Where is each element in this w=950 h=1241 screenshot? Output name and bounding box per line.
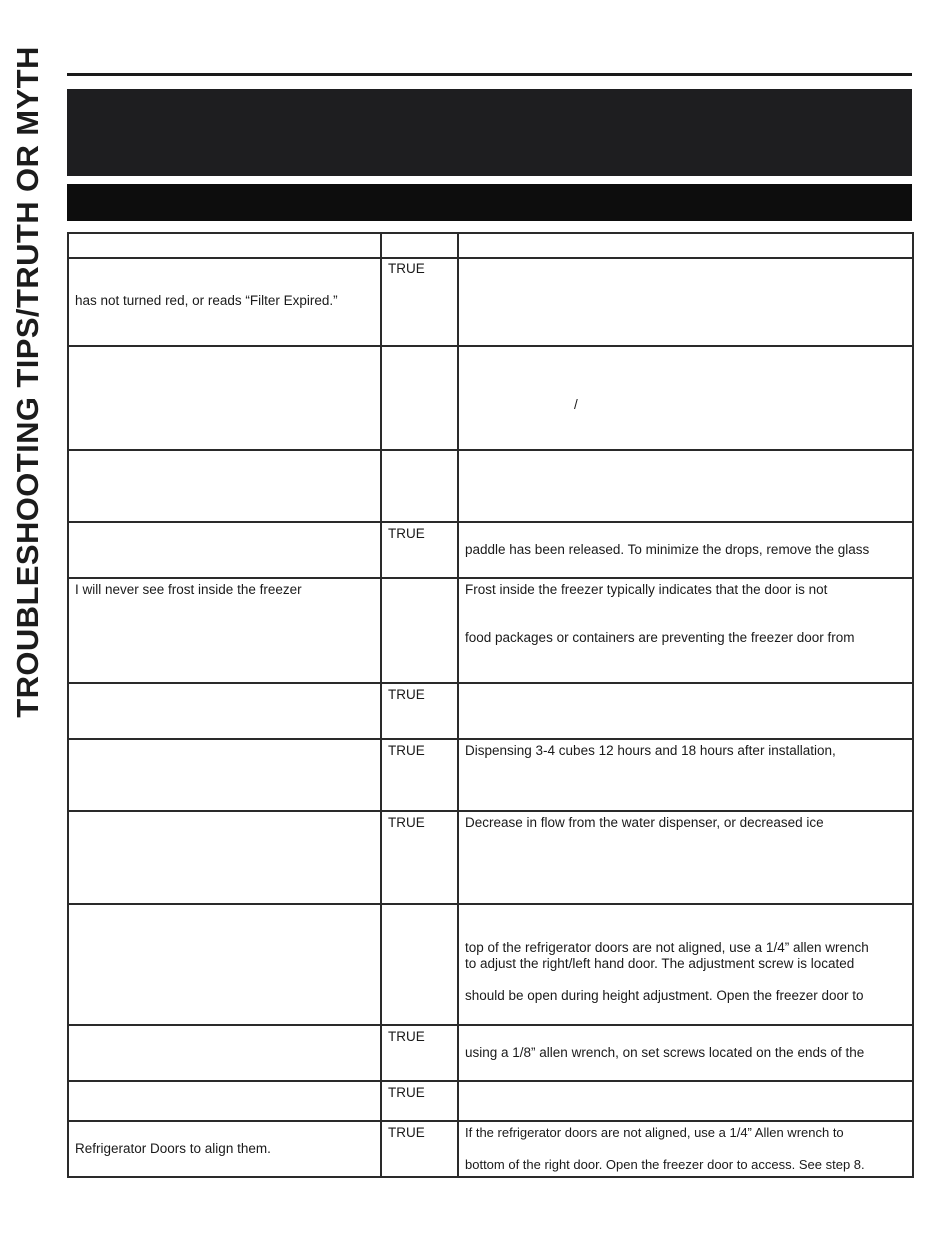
header-banner xyxy=(67,89,912,176)
top-rule xyxy=(67,73,912,76)
side-title xyxy=(10,40,46,724)
statement-cell xyxy=(68,1025,381,1081)
statement-cell xyxy=(68,1081,381,1121)
statement-line: Refrigerator Doors to align them. xyxy=(75,1141,271,1156)
explanation-cell xyxy=(458,811,913,904)
table-header-row xyxy=(68,233,913,258)
table-row xyxy=(68,578,913,683)
table-row xyxy=(68,258,913,346)
verdict-cell xyxy=(381,904,458,1025)
table-row xyxy=(68,1121,913,1177)
verdict-cell xyxy=(381,811,458,904)
table-row xyxy=(68,450,913,522)
table-row xyxy=(68,811,913,904)
statement-cell xyxy=(68,578,381,683)
verdict-cell xyxy=(381,450,458,522)
verdict-text: TRUE xyxy=(388,526,425,541)
verdict-cell xyxy=(381,1081,458,1121)
statement-line: has not turned red, or reads “Filter Expired.” xyxy=(75,293,338,308)
explanation-cell xyxy=(458,233,913,258)
verdict-text: TRUE xyxy=(388,743,425,758)
table-row xyxy=(68,904,913,1025)
explanation-line: food packages or containers are preventing the freezer door from xyxy=(465,630,855,645)
verdict-text: TRUE xyxy=(388,261,425,276)
explanation-cell xyxy=(458,739,913,811)
verdict-text: TRUE xyxy=(388,1029,425,1044)
explanation-cell xyxy=(458,683,913,739)
table-row xyxy=(68,683,913,739)
explanation-line: should be open during height adjustment. Open the freezer door to xyxy=(465,988,864,1003)
verdict-cell xyxy=(381,1121,458,1177)
table-row xyxy=(68,739,913,811)
explanation-cell xyxy=(458,1121,913,1177)
explanation-line: to adjust the right/left hand door. The adjustment screw is located xyxy=(465,956,855,971)
explanation-line: / xyxy=(574,397,578,412)
verdict-cell xyxy=(381,233,458,258)
verdict-cell xyxy=(381,522,458,578)
verdict-cell xyxy=(381,1025,458,1081)
side-title-text: TROUBLESHOOTING TIPS/TRUTH OR MYTH xyxy=(10,46,45,718)
explanation-line: Dispensing 3-4 cubes 12 hours and 18 hours after installation, xyxy=(465,743,836,758)
statement-cell xyxy=(68,1121,381,1177)
explanation-cell xyxy=(458,1025,913,1081)
explanation-line: paddle has been released. To minimize the drops, remove the glass xyxy=(465,542,870,557)
verdict-cell xyxy=(381,258,458,346)
table-row xyxy=(68,1081,913,1121)
explanation-cell xyxy=(458,1081,913,1121)
statement-cell xyxy=(68,739,381,811)
explanation-cell xyxy=(458,904,913,1025)
table-row xyxy=(68,346,913,450)
verdict-text: TRUE xyxy=(388,1125,425,1140)
statement-cell xyxy=(68,258,381,346)
verdict-cell xyxy=(381,346,458,450)
explanation-cell xyxy=(458,522,913,578)
verdict-text: TRUE xyxy=(388,687,425,702)
verdict-cell xyxy=(381,683,458,739)
explanation-line: Decrease in flow from the water dispenser, or decreased ice xyxy=(465,815,824,830)
statement-line: I will never see frost inside the freezer xyxy=(75,582,302,597)
statement-cell xyxy=(68,522,381,578)
explanation-line: bottom of the right door. Open the freezer door to access. See step 8. xyxy=(465,1157,865,1172)
explanation-cell xyxy=(458,450,913,522)
statement-cell xyxy=(68,683,381,739)
verdict-text: TRUE xyxy=(388,1085,425,1100)
verdict-cell xyxy=(381,578,458,683)
statement-cell xyxy=(68,233,381,258)
table-row xyxy=(68,522,913,578)
explanation-line: top of the refrigerator doors are not aligned, use a 1/4” allen wrench xyxy=(465,940,869,955)
explanation-cell xyxy=(458,578,913,683)
statement-cell xyxy=(68,450,381,522)
explanation-line: Frost inside the freezer typically indicates that the door is not xyxy=(465,582,828,597)
verdict-cell xyxy=(381,739,458,811)
statement-cell xyxy=(68,346,381,450)
tips-table xyxy=(67,232,914,1178)
statement-cell xyxy=(68,811,381,904)
explanation-line: using a 1/8” allen wrench, on set screws located on the ends of the xyxy=(465,1045,865,1060)
statement-cell xyxy=(68,904,381,1025)
explanation-line: If the refrigerator doors are not aligned, use a 1/4” Allen wrench to xyxy=(465,1125,844,1140)
explanation-cell xyxy=(458,258,913,346)
subheader-banner xyxy=(67,184,912,221)
table-row xyxy=(68,1025,913,1081)
explanation-cell xyxy=(458,346,913,450)
verdict-text: TRUE xyxy=(388,815,425,830)
